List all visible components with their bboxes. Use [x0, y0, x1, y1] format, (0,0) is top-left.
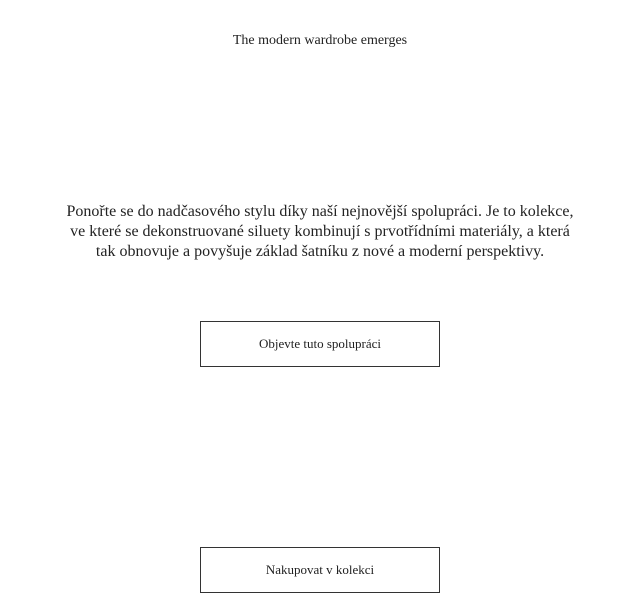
explore-collaboration-button[interactable]: Objevte tuto spolupráci	[200, 321, 440, 367]
hero-description: Ponořte se do nadčasového stylu díky naší nejnovější spolupráci. Je to kolekce, ve které se dekonstruované siluety kombinují s prvotřídními materiály, a která tak obnovuje a povyšuje základ šatníku z nové a moderní perspektivy.	[66, 203, 574, 260]
shop-collection-button[interactable]: Nakupovat v kolekci	[200, 547, 440, 593]
hero-eyebrow: The modern wardrobe emerges	[232, 33, 408, 48]
